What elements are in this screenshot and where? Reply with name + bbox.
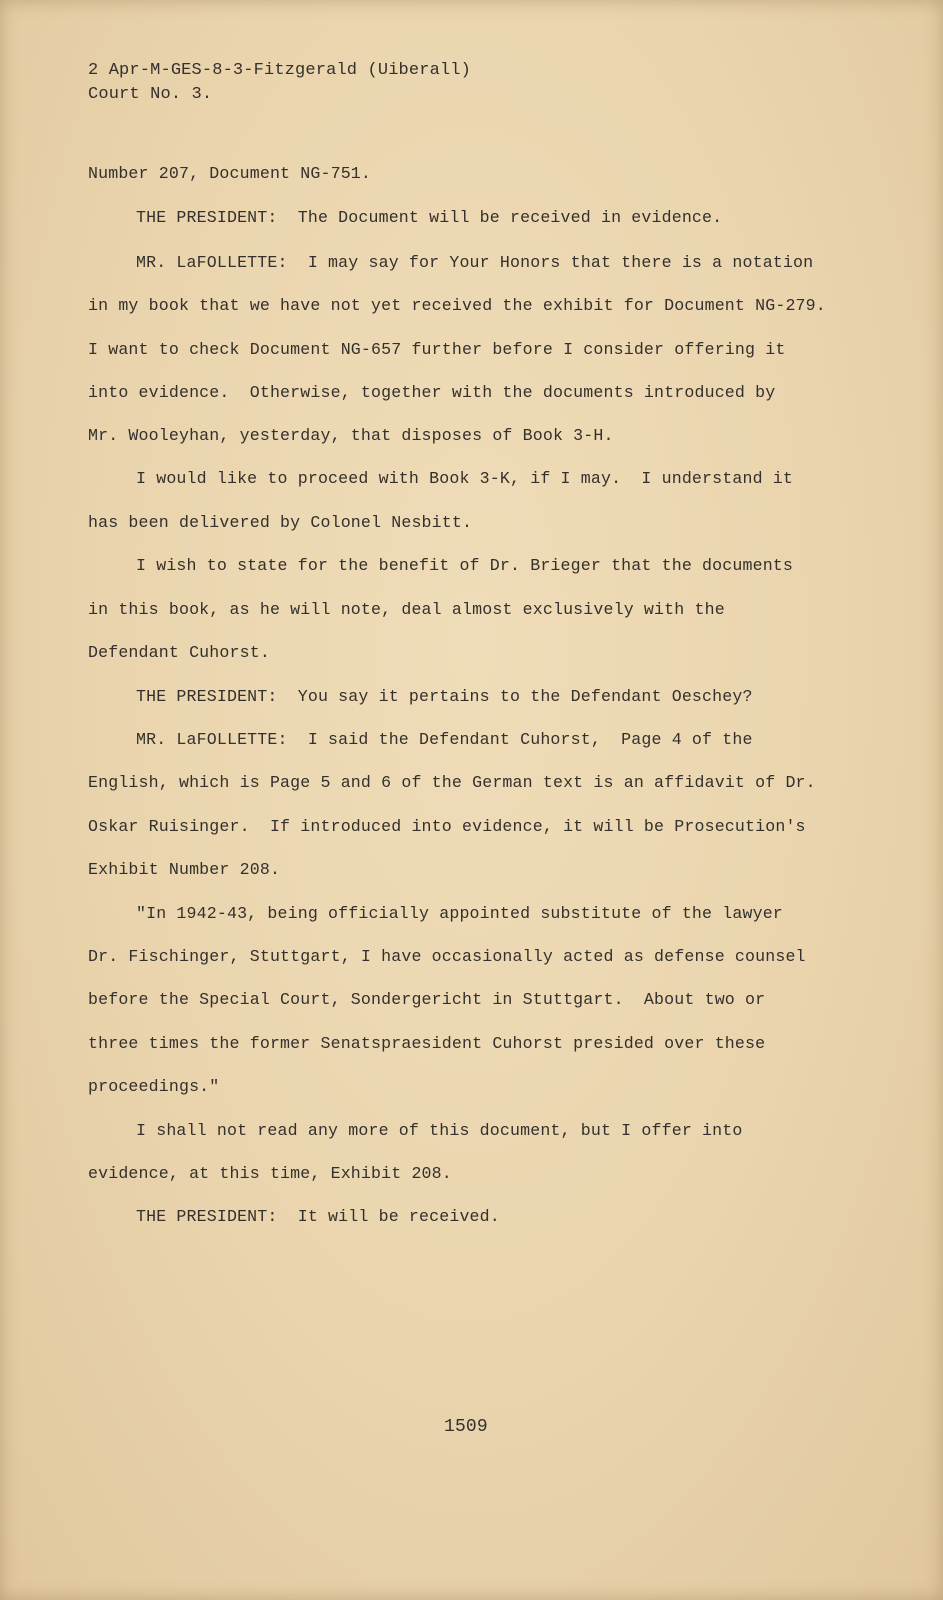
body-line-19: Dr. Fischinger, Stuttgart, I have occasionally acted as defense counsel <box>88 947 806 966</box>
body-line-8: I would like to proceed with Book 3-K, if I may. I understand it <box>136 469 794 488</box>
body-line-2: THE PRESIDENT: The Document will be received in evidence. <box>136 208 723 227</box>
body-line-16: Oskar Ruisinger. If introduced into evidence, it will be Prosecution's <box>88 817 806 836</box>
body-line-13: THE PRESIDENT: You say it pertains to the Defendant Oeschey? <box>136 687 753 706</box>
body-line-3: MR. LaFOLLETTE: I may say for Your Honors that there is a notation <box>136 253 814 272</box>
page-number: 1509 <box>444 1417 488 1437</box>
body-line-20: before the Special Court, Sondergericht in Stuttgart. About two or <box>88 990 766 1009</box>
body-line-18: "In 1942-43, being officially appointed substitute of the lawyer <box>136 904 783 923</box>
body-line-23: I shall not read any more of this document, but I offer into <box>136 1121 743 1140</box>
body-line-12: Defendant Cuhorst. <box>88 643 270 662</box>
body-line-14: MR. LaFOLLETTE: I said the Defendant Cuhorst, Page 4 of the <box>136 730 753 749</box>
body-line-9: has been delivered by Colonel Nesbitt. <box>88 513 473 532</box>
body-line-22: proceedings." <box>88 1077 220 1096</box>
body-line-17: Exhibit Number 208. <box>88 860 281 879</box>
body-line-21: three times the former Senatspraesident Cuhorst presided over these <box>88 1034 766 1053</box>
header-line-1: 2 Apr-M-GES-8-3-Fitzgerald (Uiberall) <box>88 61 472 80</box>
body-line-1: Number 207, Document NG-751. <box>88 164 372 183</box>
body-line-11: in this book, as he will note, deal almost exclusively with the <box>88 600 725 619</box>
body-line-10: I wish to state for the benefit of Dr. Brieger that the documents <box>136 556 794 575</box>
header-line-2: Court No. 3. <box>88 85 213 104</box>
body-line-24: evidence, at this time, Exhibit 208. <box>88 1164 452 1183</box>
body-line-6: into evidence. Otherwise, together with the documents introduced by <box>88 383 776 402</box>
body-line-15: English, which is Page 5 and 6 of the German text is an affidavit of Dr. <box>88 773 816 792</box>
body-line-7: Mr. Wooleyhan, yesterday, that disposes of Book 3-H. <box>88 426 614 445</box>
body-line-5: I want to check Document NG-657 further before I consider offering it <box>88 340 786 359</box>
body-line-25: THE PRESIDENT: It will be received. <box>136 1207 500 1226</box>
body-line-4: in my book that we have not yet received the exhibit for Document NG-279. <box>88 296 826 315</box>
